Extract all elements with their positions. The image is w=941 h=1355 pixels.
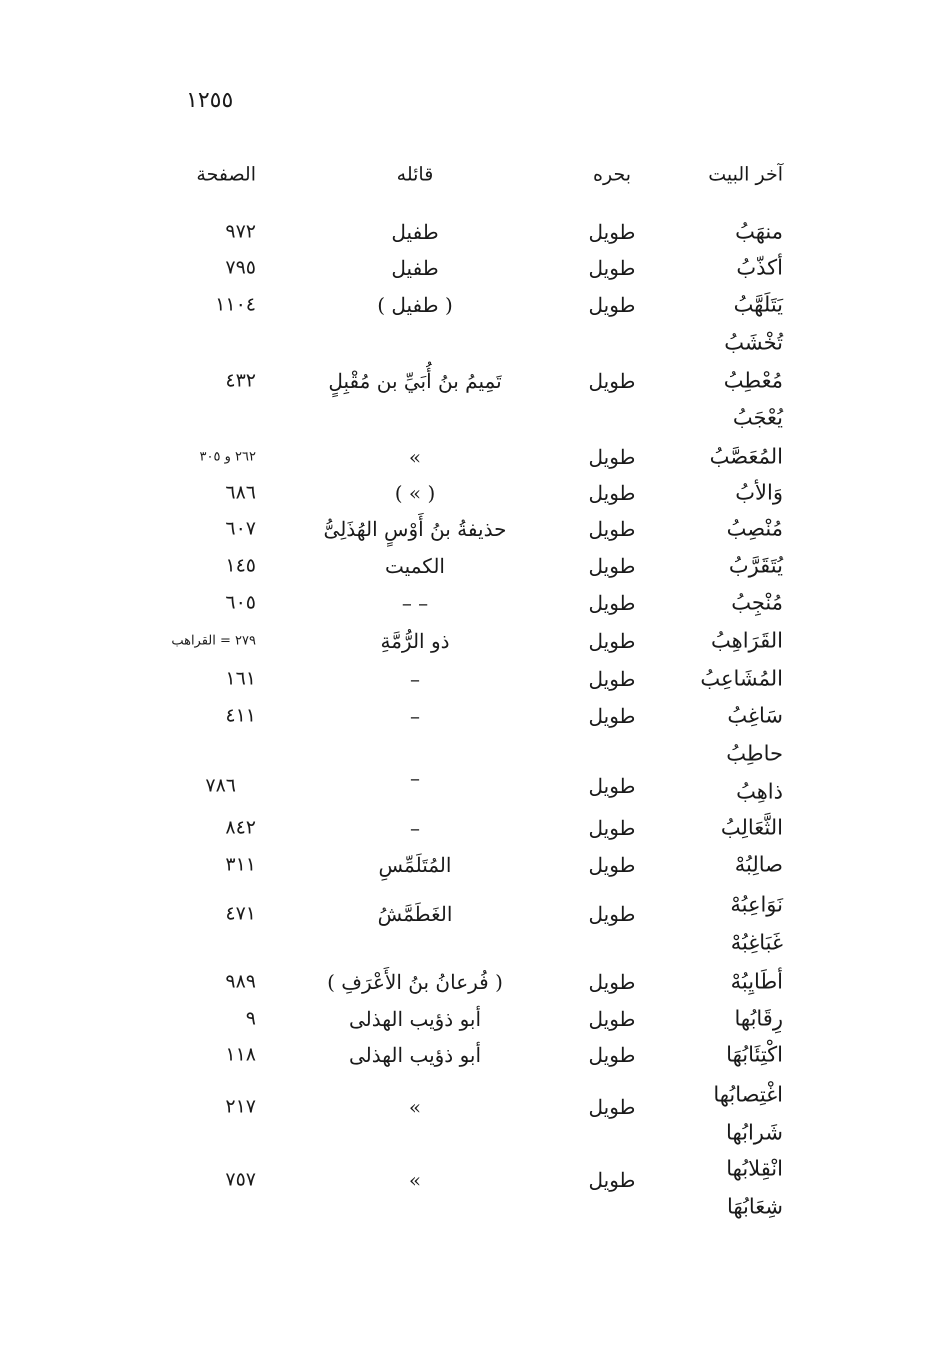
meter: طويل [588,591,636,615]
poet: أبو ذؤيب الهذلى [348,1043,482,1067]
poet: » [408,1168,422,1192]
verse-line: حاطِبُ [726,741,783,766]
verse-line: شَرابُها [726,1120,783,1145]
verse-line: مُعْطِبُ [723,368,783,393]
verse-end [726,516,783,541]
page-ref: ٤٧١ [225,902,256,925]
poet: ( فُرعانُ بنُ الأَعْرَفِ ) [327,970,503,994]
meter: طويل [588,445,636,469]
verse-line: القَرَاهِبُ [711,628,783,653]
verse-end [734,1006,783,1031]
verse-line: يُعْجَبُ [732,405,783,430]
page-ref: ١٤٥ [225,554,256,577]
page-ref: ٧٩٥ [225,256,256,279]
meter: طويل [588,481,636,505]
meter: طويل [588,816,636,840]
meter: طويل [588,970,636,994]
poet: – [410,766,420,790]
meter: طويل [588,220,636,244]
verse-end [728,553,783,578]
poet: طفيل [391,256,439,280]
page-ref: ٦٠٥ [225,591,256,614]
poet: ( » ) [394,481,436,505]
page-ref: ١١٨ [225,1043,256,1066]
poet: أبو ذؤيب الهذلى [348,1007,482,1031]
verse-line: نَوَاعِبُهْ [730,892,783,917]
verse-end [736,779,783,804]
verse-end [731,590,783,615]
page-ref: ٣١١ [225,853,256,876]
verse-end [709,444,783,469]
verse-line: رِقَابُها [734,1006,783,1031]
poet: طفيل [391,220,439,244]
poet: المُتَلَمِّسِ [378,853,452,877]
meter: طويل [588,1095,636,1119]
header-poet: قائله [396,163,434,186]
poet: حذيفةُ بنُ أَوْسٍ الهُذَلِىُّ [323,517,507,541]
poet: » [408,445,422,469]
header-meter: بحره [593,163,631,186]
verse-line: أكذّبُ [736,255,783,280]
verse-line: وَالأبُ [735,480,783,505]
verse-end [720,815,783,840]
page-ref: ٢٧٩ = القراهب [171,633,256,649]
header-verse-end: آخر البيت [708,163,783,186]
verse-end [736,255,783,280]
verse-end [734,852,783,877]
page-number: ١٢٥٥ [186,88,234,113]
meter: طويل [588,1043,636,1067]
verse-line: المُعَصَّبُ [709,444,783,469]
page-ref: ٨٤٢ [225,816,256,839]
page-ref: ٩٧٢ [225,220,256,243]
verse-line: يَتَلَهَّبُ [733,292,783,317]
verse-line: تُخْشَبُ [724,330,783,355]
poet: ( طفيل ) [377,293,453,317]
verse-end [711,628,783,653]
verse-line: انْقِلابُها [726,1156,783,1181]
meter: طويل [588,902,636,926]
meter: طويل [588,704,636,728]
page-ref: ٦٠٧ [225,517,256,540]
meter: طويل [588,293,636,317]
verse-line: أطَايِبُهْ [730,969,783,994]
verse-end [735,219,783,244]
poet: – – [401,591,429,615]
page-ref: ٩ [245,1007,256,1030]
verse-line: يُتَقَرَّبُ [728,553,783,578]
poet: الكميت [385,554,445,578]
verse-line: اغْتِصابُها [713,1082,783,1107]
verse-line: الثَّعَالِبُ [720,815,783,840]
poet: – [410,667,420,691]
meter: طويل [588,774,636,798]
page-ref: ٧٨٦ [205,774,236,797]
meter: طويل [588,667,636,691]
verse-end [726,1042,783,1067]
poet: – [410,704,420,728]
page-ref: ٧٥٧ [225,1168,256,1191]
header-page: الصفحة [196,163,256,186]
verse-end [735,480,783,505]
verse-line: منهَبُ [735,219,783,244]
meter: طويل [588,1007,636,1031]
verse-line: شِعَابُهَا [726,1194,783,1219]
poet: تَمِيمُ بنُ أُبَيِّ بن مُقْبِلٍ [328,369,502,393]
meter: طويل [588,1168,636,1192]
verse-end [730,969,783,994]
verse-line: المُشَاعِبُ [700,666,783,691]
page-ref: ٤١١ [225,704,256,727]
meter: طويل [588,256,636,280]
meter: طويل [588,517,636,541]
page-ref: ١٦١ [225,667,256,690]
verse-line: سَاغِبُ [727,703,783,728]
meter: طويل [588,853,636,877]
verse-line: مُنْجِبُ [731,590,783,615]
page-ref: ٢١٧ [225,1095,256,1118]
page-ref: ٢٦٢ و ٣٠٥ [199,449,256,465]
verse-line: غَبَاغِبُهْ [730,930,783,955]
page-ref: ٩٨٩ [225,970,256,993]
meter: طويل [588,369,636,393]
meter: طويل [588,554,636,578]
poet: – [410,816,420,840]
meter: طويل [588,629,636,653]
verse-line: صالِبُهْ [734,852,783,877]
page-ref: ١١٠٤ [215,293,256,316]
page-ref: ٤٣٢ [225,369,256,392]
poet: الغَطَمَّشُ [377,902,453,926]
verse-line: اكْتِئَابُهَا [726,1042,783,1067]
verse-line: ذاهِبُ [736,779,783,804]
verse-line: مُنْصِبُ [726,516,783,541]
verse-end [700,666,783,691]
poet: ذو الرُّمَّةِ [380,629,450,653]
page-ref: ٦٨٦ [225,481,256,504]
poet: » [408,1095,422,1119]
